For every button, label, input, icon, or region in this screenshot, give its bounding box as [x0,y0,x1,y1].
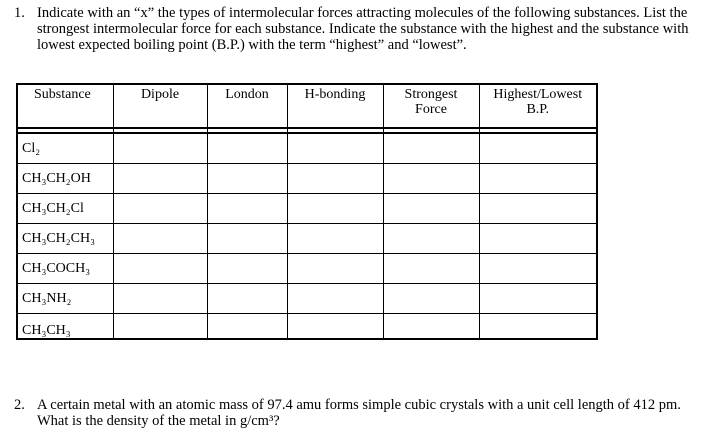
header-highlow-line1: Highest/Lowest [493,87,583,102]
question-1-text: Indicate with an “x” the types of intermolecular forces attracting molecules of the following substances. List the strongest intermolecular force for each substance. Indicate the substance with the highest and the substance with lowest expected boiling point (B.P.) with the term “highest” and “lowest”. [37,5,689,53]
dipole-cell[interactable] [113,284,207,314]
h-bonding-cell[interactable] [287,224,383,254]
table-header-row [17,84,597,128]
h-bonding-cell[interactable] [287,314,383,340]
table-row [17,224,597,254]
question-2 [14,397,690,429]
london-cell[interactable] [207,224,287,254]
header-strongest-force [383,84,479,128]
substance-cell: CH₃CH₃ [17,314,113,340]
london-cell[interactable] [207,314,287,340]
strongest-force-cell[interactable] [383,254,479,284]
highest-lowest-cell[interactable] [479,224,597,254]
substance-cell: CH₃NH₂ [17,284,113,314]
strongest-force-cell[interactable] [383,164,479,194]
h-bonding-cell[interactable] [287,284,383,314]
substance-cell: CH₃CH₂OH [17,164,113,194]
highest-lowest-cell[interactable] [479,254,597,284]
header-h-bonding: H-bonding [287,84,383,128]
dipole-cell[interactable] [113,133,207,164]
london-cell[interactable] [207,194,287,224]
london-cell[interactable] [207,284,287,314]
table-row [17,194,597,224]
london-cell[interactable] [207,133,287,164]
dipole-cell[interactable] [113,164,207,194]
london-cell[interactable] [207,164,287,194]
substance-cell: CH₃CH₂CH₃ [17,224,113,254]
question-2-text: A certain metal with an atomic mass of 97.4 amu forms simple cubic crystals with a unit cell length of 412 pm. What is the density of the metal in g/cm³? [37,397,681,429]
dipole-cell[interactable] [113,194,207,224]
dipole-cell[interactable] [113,314,207,340]
header-strongest-line1: Strongest [404,87,458,102]
h-bonding-cell[interactable] [287,254,383,284]
table-row [17,314,597,340]
strongest-force-cell[interactable] [383,314,479,340]
table-row [17,133,597,164]
strongest-force-cell[interactable] [383,284,479,314]
substance-cell: CH₃CH₂Cl [17,194,113,224]
question-2-number: 2. [14,397,25,413]
strongest-force-cell[interactable] [383,224,479,254]
highest-lowest-cell[interactable] [479,284,597,314]
strongest-force-cell[interactable] [383,133,479,164]
question-1 [14,5,690,53]
highest-lowest-cell[interactable] [479,194,597,224]
header-strongest-line2: Force [415,102,447,117]
highest-lowest-cell[interactable] [479,133,597,164]
intermolecular-forces-table [16,83,598,340]
dipole-cell[interactable] [113,254,207,284]
table-row [17,164,597,194]
header-london: London [207,84,287,128]
london-cell[interactable] [207,254,287,284]
h-bonding-cell[interactable] [287,164,383,194]
highest-lowest-cell[interactable] [479,314,597,340]
h-bonding-cell[interactable] [287,133,383,164]
header-dipole: Dipole [113,84,207,128]
substance-cell: Cl₂ [17,133,113,164]
header-substance: Substance [17,84,113,128]
substance-cell: CH₃COCH₃ [17,254,113,284]
table-row [17,254,597,284]
question-1-number: 1. [14,5,25,21]
dipole-cell[interactable] [113,224,207,254]
highest-lowest-cell[interactable] [479,164,597,194]
h-bonding-cell[interactable] [287,194,383,224]
strongest-force-cell[interactable] [383,194,479,224]
header-highest-lowest-bp [479,84,597,128]
table-row [17,284,597,314]
header-highlow-line2: B.P. [526,102,550,117]
